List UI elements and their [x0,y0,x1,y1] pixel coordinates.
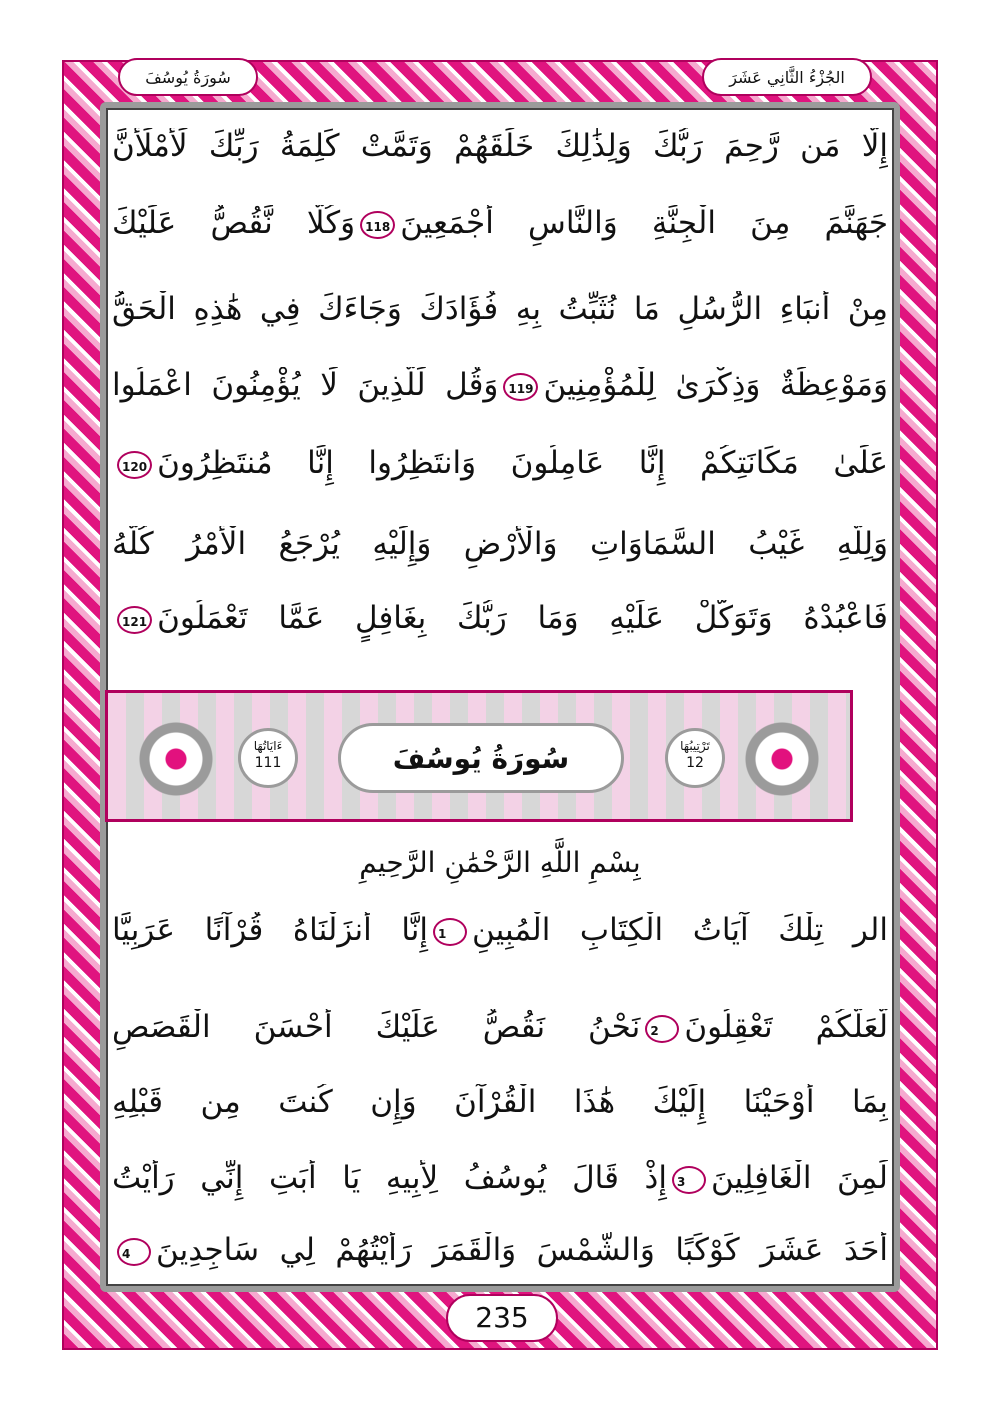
surah-label: سُورَةُ يُوسُفَ [145,67,231,87]
ayat-count: 111 [254,755,282,772]
surah-header-tab [118,58,258,96]
ayah-text: إِنَّا أَنزَلْنَاهُ قُرْآنًا عَرَبِيًّا [112,912,429,948]
juz-header-tab [702,58,872,96]
ayah-text: مِنْ أَنبَاءِ الرُّسُلِ مَا نُثَبِّتُ بِهِ فُؤَادَكَ وَجَاءَكَ فِي هَٰذِهِ الْحَقُّ [112,291,888,327]
ayah-text: نَحْنُ نَقُصُّ عَلَيْكَ أَحْسَنَ الْقَصَصِ [112,1009,641,1045]
ayah-text: وَقُل لِّلَّذِينَ لَا يُؤْمِنُونَ اعْمَلُوا [112,367,499,403]
ayah-line [112,1232,888,1282]
ayah-text: إِلَّا مَن رَّحِمَ رَبُّكَ وَلِذَٰلِكَ خَلَقَهُمْ وَتَمَّتْ كَلِمَةُ رَبِّكَ لَأَمْلَأَنَّ [112,128,888,164]
ayah-text: وَكُلًّا نَّقُصُّ عَلَيْكَ [112,205,356,241]
ayah-line [112,526,888,576]
ayah-line [112,367,888,417]
ayah-text: فَاعْبُدْهُ وَتَوَكَّلْ عَلَيْهِ وَمَا رَبُّكَ بِغَافِلٍ عَمَّا تَعْمَلُونَ [157,600,888,636]
surah-title: سُورَةُ يُوسُفَ [392,741,570,775]
verse-marker: 119 [503,373,538,401]
order-label: تَرْتِيبُهَا [680,739,710,753]
ayah-text: لَمِنَ الْغَافِلِينَ [710,1160,888,1196]
page-number: 235 [446,1294,558,1342]
ayah-line [112,445,888,495]
ayah-line [112,291,888,341]
ayah-text: الر تِلْكَ آيَاتُ الْكِتَابِ الْمُبِينِ [472,912,888,948]
ayat-count-medallion [238,728,298,788]
ayah-text: بِمَا أَوْحَيْنَا إِلَيْكَ هَٰذَا الْقُرْآنَ وَإِن كُنتَ مِن قَبْلِهِ [112,1084,888,1120]
verse-marker: 3 [672,1166,706,1194]
ayah-text: إِذْ قَالَ يُوسُفُ لِأَبِيهِ يَا أَبَتِ إِنِّي رَأَيْتُ [112,1160,667,1196]
surah-order-medallion [665,728,725,788]
banner-ornament-left [118,711,234,807]
verse-marker: 120 [117,451,152,479]
surah-title-cartouche [338,723,624,793]
verse-marker: 1 [433,918,467,946]
verse-marker: 118 [360,211,395,239]
banner-ornament-right [724,711,840,807]
ayah-line [112,600,888,650]
ayah-text: وَمَوْعِظَةٌ وَذِكْرَىٰ لِلْمُؤْمِنِينَ [543,367,888,403]
ayah-line [112,1009,888,1059]
ayah-line [112,1160,888,1210]
ayah-line [112,912,888,962]
ayah-line [112,1084,888,1134]
order-number: 12 [686,755,704,772]
ayah-text: لَّعَلَّكُمْ تَعْقِلُونَ [684,1009,888,1045]
verse-marker: 121 [117,606,152,634]
basmala: بِسْمِ اللَّهِ الرَّحْمَٰنِ الرَّحِيمِ [359,846,641,879]
ayah-line [112,128,888,178]
verse-marker: 4 [117,1238,151,1266]
ayah-text: أَحَدَ عَشَرَ كَوْكَبًا وَالشَّمْسَ وَالْقَمَرَ رَأَيْتُهُمْ لِي سَاجِدِينَ [156,1232,888,1268]
ayah-text: عَلَىٰ مَكَانَتِكُمْ إِنَّا عَامِلُونَ وَانتَظِرُوا إِنَّا مُنتَظِرُونَ [157,445,888,481]
ayah-text: وَلِلَّهِ غَيْبُ السَّمَاوَاتِ وَالْأَرْضِ وَإِلَيْهِ يُرْجَعُ الْأَمْرُ كُلُّهُ [112,526,888,562]
ayah-line [112,205,888,255]
ayat-label: ءَايَاتُهَا [253,739,283,753]
verse-marker: 2 [645,1015,679,1043]
juz-label: الجُزْءُ الثَّانِي عَشَرَ [729,67,845,87]
ayah-text: جَهَنَّمَ مِنَ الْجِنَّةِ وَالنَّاسِ أَجْمَعِينَ [400,205,888,241]
surah-banner [105,690,853,822]
